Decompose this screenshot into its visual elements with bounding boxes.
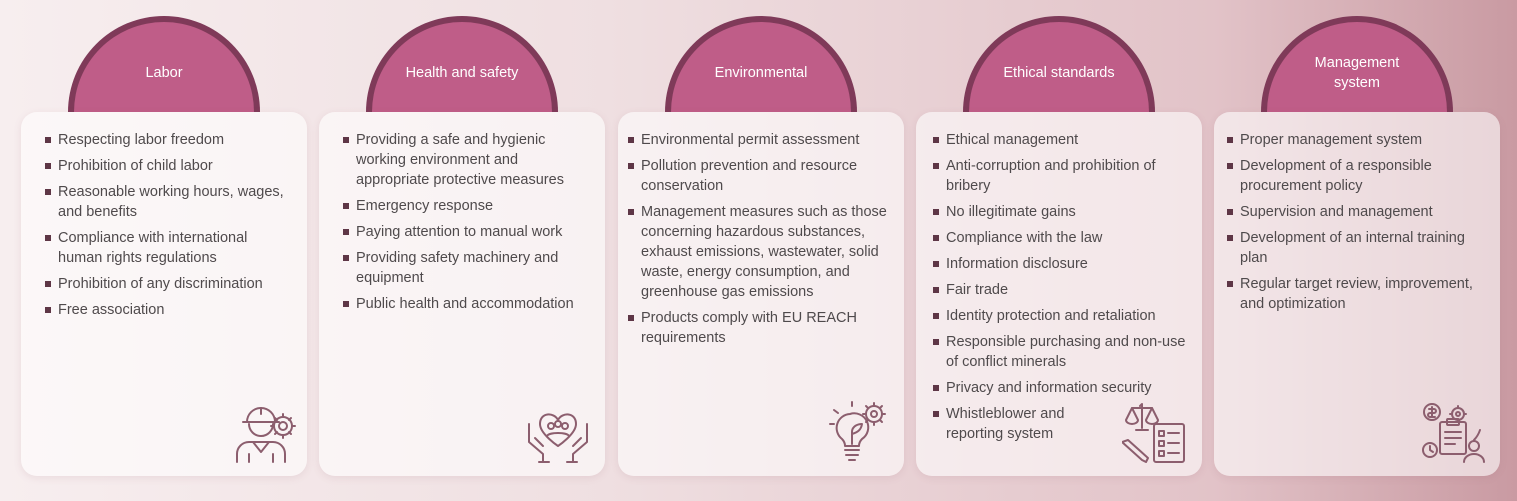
list-item: Reasonable working hours, wages, and benefits <box>45 182 293 222</box>
content-card <box>618 112 904 476</box>
column-title: Environmental <box>714 65 808 81</box>
list-item: Emergency response <box>343 196 591 216</box>
list-item: Providing a safe and hygienic working environment and appropriate protective measures <box>343 130 591 190</box>
list-item: Supervision and management <box>1227 202 1486 222</box>
list-item: Respecting labor freedom <box>45 130 293 150</box>
list-item: Prohibition of any discrimination <box>45 274 293 294</box>
column-title: Health and safety <box>405 65 519 81</box>
item-list <box>45 130 293 326</box>
column-title: Management system <box>1314 55 1400 91</box>
list-item: Management measures such as those concerning hazardous substances, exhaust emissions, wastewater, solid waste, energy consumption, and greenhouse gas emissions <box>628 202 890 302</box>
management-clipboard-icon <box>1418 400 1488 464</box>
list-item: No illegitimate gains <box>933 202 1188 222</box>
list-item: Products comply with EU REACH requirements <box>628 308 890 348</box>
column-labor <box>21 0 307 501</box>
list-item: Development of an internal training plan <box>1227 228 1486 268</box>
content-card <box>916 112 1202 476</box>
column-title: Labor <box>145 65 183 81</box>
list-item: Information disclosure <box>933 254 1188 274</box>
column-ethical-standards <box>916 0 1202 501</box>
list-item: Pollution prevention and resource conservation <box>628 156 890 196</box>
list-item: Anti-corruption and prohibition of bribery <box>933 156 1188 196</box>
list-item: Paying attention to manual work <box>343 222 591 242</box>
list-item: Public health and accommodation <box>343 294 591 314</box>
column-management-system <box>1214 0 1500 501</box>
content-card <box>21 112 307 476</box>
list-item: Privacy and information security <box>933 378 1188 398</box>
list-item: Providing safety machinery and equipment <box>343 248 591 288</box>
scale-document-icon <box>1122 400 1192 464</box>
list-item: Regular target review, improvement, and optimization <box>1227 274 1486 314</box>
list-item: Responsible purchasing and non-use of conflict minerals <box>933 332 1188 372</box>
list-item: Fair trade <box>933 280 1188 300</box>
list-item: Development of a responsible procurement policy <box>1227 156 1486 196</box>
content-card <box>1214 112 1500 476</box>
list-item: Identity protection and retaliation <box>933 306 1188 326</box>
content-card <box>319 112 605 476</box>
item-list <box>343 130 591 320</box>
worker-gear-icon <box>229 400 299 464</box>
column-environmental <box>618 0 904 501</box>
list-item: Ethical management <box>933 130 1188 150</box>
item-list <box>1227 130 1486 320</box>
list-item: Environmental permit assessment <box>628 130 890 150</box>
list-item: Compliance with international human rights regulations <box>45 228 293 268</box>
lightbulb-gear-icon <box>824 400 894 464</box>
list-item: Compliance with the law <box>933 228 1188 248</box>
column-title: Ethical standards <box>1003 65 1115 81</box>
column-health-safety <box>319 0 605 501</box>
heart-hands-icon <box>523 400 593 464</box>
list-item: Free association <box>45 300 293 320</box>
list-item: Whistleblower and reporting system <box>933 404 1188 444</box>
list-item: Proper management system <box>1227 130 1486 150</box>
item-list <box>628 130 890 354</box>
list-item: Prohibition of child labor <box>45 156 293 176</box>
